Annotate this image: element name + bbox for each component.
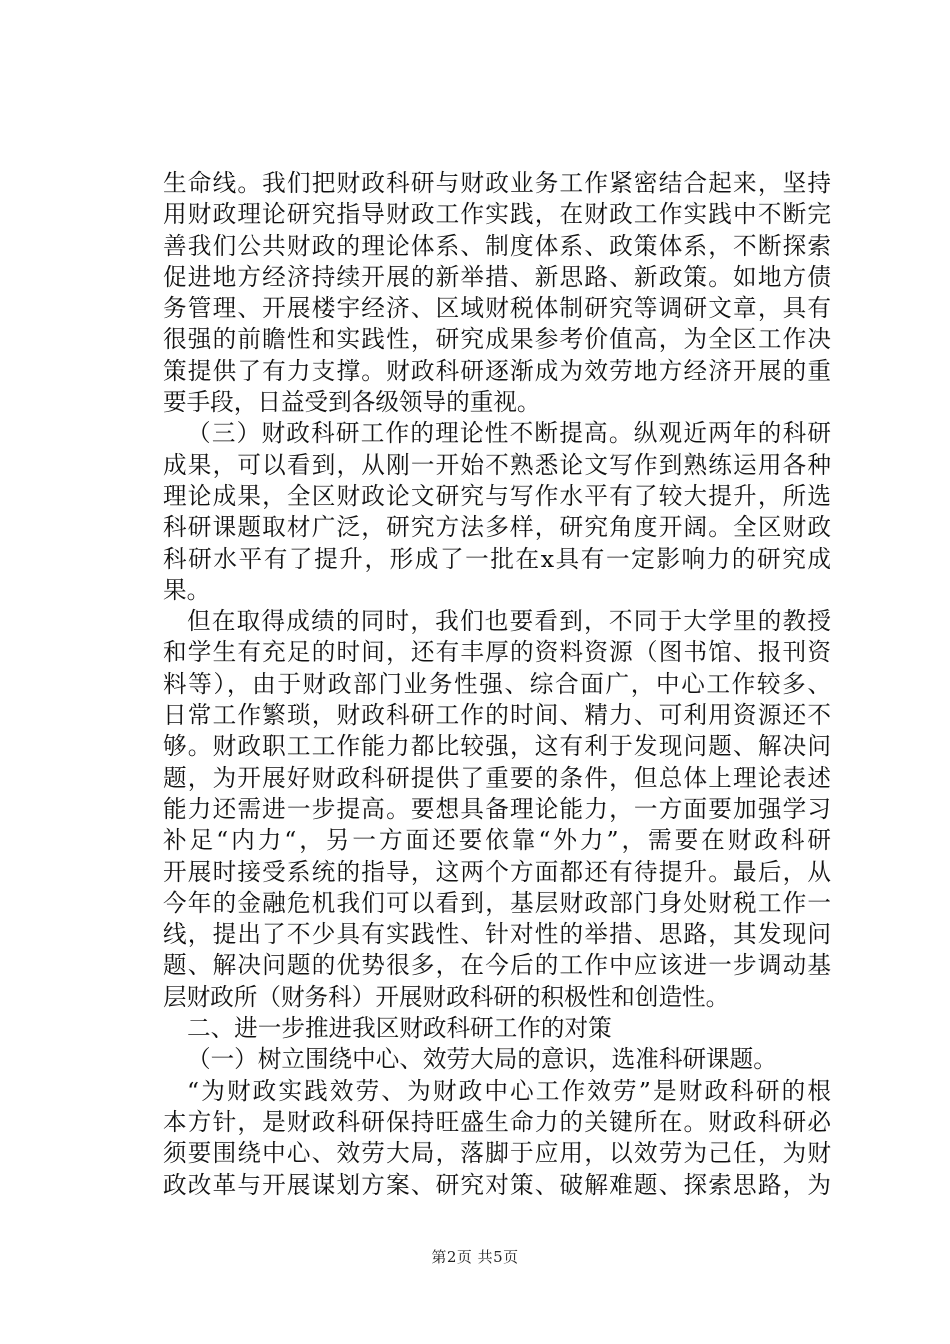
- text-line: 日常工作繁琐，财政科研工作的时间、精力、可利用资源还不: [163, 701, 831, 730]
- text-line: 线，提出了不少具有实践性、针对性的举措、思路，其发现问: [163, 920, 831, 949]
- text-line: 用财政理论研究指导财政工作实践，在财政工作实践中不断完: [163, 200, 831, 229]
- text-line: 要手段，日益受到各级领导的重视。: [163, 388, 541, 417]
- text-line: 策提供了有力支撑。财政科研逐渐成为效劳地方经济开展的重: [163, 356, 831, 385]
- text-line: 题，为开展好财政科研提供了重要的条件，但总体上理论表述: [163, 763, 831, 792]
- text-line: 补足“内力“，另一方面还要依靠“外力”，需要在财政科研: [163, 826, 831, 855]
- text-line: 成果，可以看到，从刚一开始不熟悉论文写作到熟练运用各种: [163, 450, 831, 479]
- text-line: 善我们公共财政的理论体系、制度体系、政策体系，不断探索: [163, 231, 831, 260]
- text-line: （一）树立围绕中心、效劳大局的意识，选准科研课题。: [187, 1045, 777, 1074]
- text-line: 果。: [163, 575, 211, 604]
- text-line: 和学生有充足的时间，还有丰厚的资料资源（图书馆、报刊资: [163, 638, 831, 667]
- text-line: 很强的前瞻性和实践性，研究成果参考价值高，为全区工作决: [163, 325, 831, 354]
- text-line: 二、进一步推进我区财政科研工作的对策: [187, 1014, 612, 1043]
- text-line: 够。财政职工工作能力都比较强，这有利于发现问题、解决问: [163, 732, 831, 761]
- text-line: 生命线。我们把财政科研与财政业务工作紧密结合起来，坚持: [163, 169, 831, 197]
- text-line: 科研水平有了提升，形成了一批在x具有一定影响力的研究成: [163, 544, 831, 573]
- text-line: 理论成果，全区财政论文研究与写作水平有了较大提升，所选: [163, 481, 831, 510]
- text-line: 开展时接受系统的指导，这两个方面都还有待提升。最后，从: [163, 857, 831, 886]
- text-line: 务管理、开展楼宇经济、区域财税体制研究等调研文章，具有: [163, 294, 831, 323]
- text-line: 政改革与开展谋划方案、研究对策、破解难题、探索思路，为: [163, 1170, 831, 1199]
- text-line: 料等），由于财政部门业务性强、综合面广，中心工作较多、: [163, 669, 831, 698]
- document-body: [163, 168, 831, 1201]
- text-line: 须要围绕中心、效劳大局，落脚于应用，以效劳为己任，为财: [163, 1139, 831, 1168]
- text-line: 题、解决问题的优势很多，在今后的工作中应该进一步调动基: [163, 951, 831, 980]
- text-line: 促进地方经济持续开展的新举措、新思路、新政策。如地方债: [163, 262, 831, 291]
- text-line: 能力还需进一步提高。要想具备理论能力，一方面要加强学习: [163, 794, 831, 823]
- text-line: 层财政所（财务科）开展财政科研的积极性和创造性。: [163, 982, 730, 1011]
- text-line: 科研课题取材广泛，研究方法多样，研究角度开阔。全区财政: [163, 513, 831, 542]
- text-line: 本方针，是财政科研保持旺盛生命力的关键所在。财政科研必: [163, 1107, 831, 1136]
- text-line: 今年的金融危机我们可以看到，基层财政部门身处财税工作一: [163, 888, 831, 917]
- text-line: “为财政实践效劳、为财政中心工作效劳”是财政科研的根: [187, 1076, 831, 1105]
- text-line: （三）财政科研工作的理论性不断提高。纵观近两年的科研: [187, 419, 831, 448]
- text-line: 但在取得成绩的同时，我们也要看到，不同于大学里的教授: [187, 607, 831, 636]
- page-footer: 第2页 共5页: [431, 1248, 519, 1266]
